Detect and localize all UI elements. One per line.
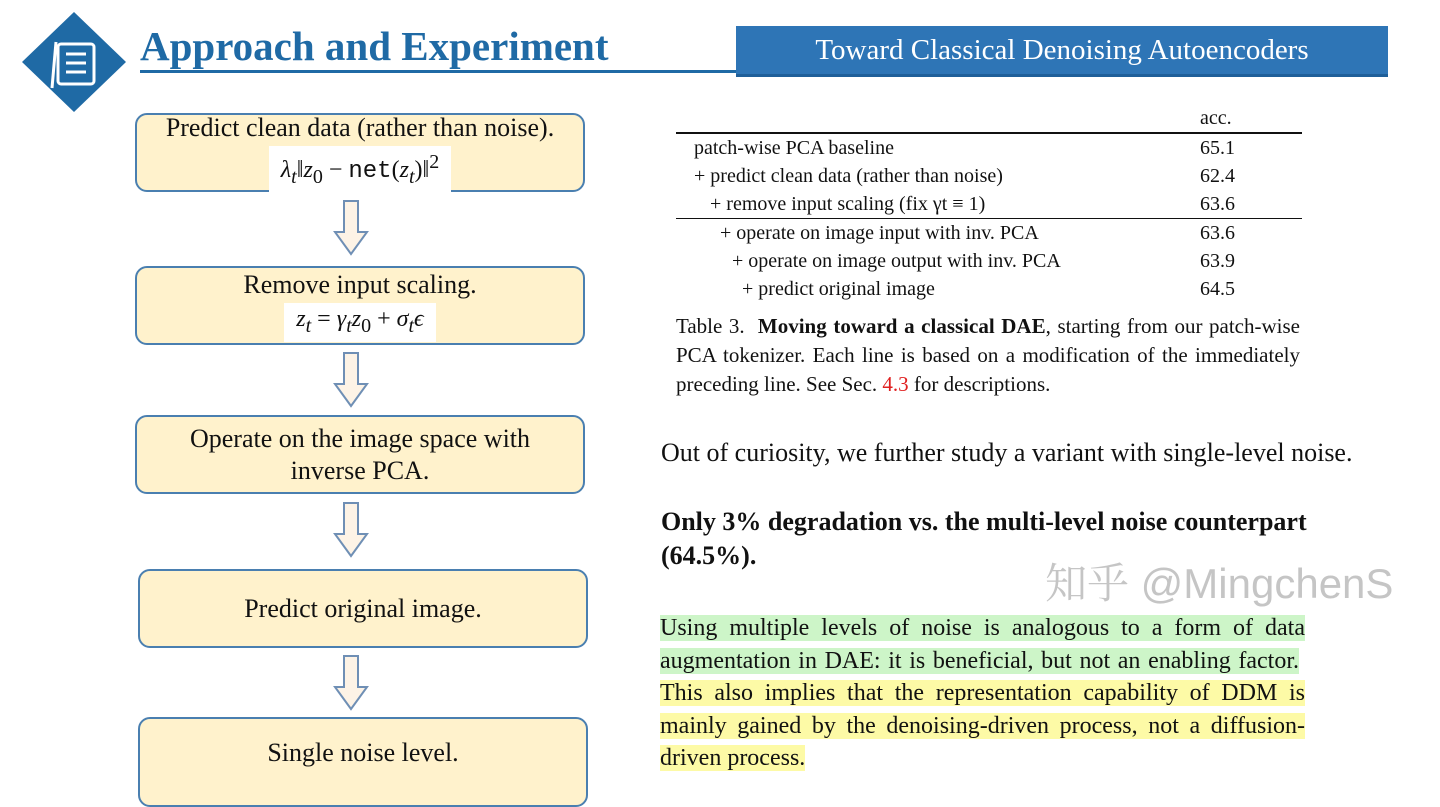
flow-step-4 bbox=[138, 569, 588, 648]
document-pen-icon bbox=[22, 12, 126, 112]
row-acc: 62.4 bbox=[1200, 165, 1235, 187]
title-underline bbox=[140, 70, 740, 73]
caption-bold: Moving toward a classical DAE bbox=[757, 314, 1046, 338]
flow-step-2 bbox=[135, 266, 585, 345]
section-banner: Toward Classical Denoising Autoencoders bbox=[736, 26, 1388, 77]
caption-end: for descriptions. bbox=[908, 372, 1051, 396]
flow-step-label: Remove input scaling. bbox=[243, 270, 477, 300]
flow-step-equation: $\lambda_t‖z_0$ − $net(z_t)‖^2$ bbox=[269, 146, 451, 193]
row-label: + operate on image output with inv. PCA bbox=[732, 250, 1061, 272]
degradation-statement: Only 3% degradation vs. the multi-level noise counterpart (64.5%). bbox=[661, 507, 1307, 570]
page-title: Approach and Experiment bbox=[140, 23, 609, 69]
curiosity-text: Out of curiosity, we further study a variant with single-level noise. bbox=[661, 438, 1353, 467]
flow-step-label: Single noise level. bbox=[267, 738, 459, 767]
row-acc: 63.9 bbox=[1200, 250, 1235, 272]
caption-text: , starting from our patch-wise PCA tokenizer. Each line is based on a modification of the immediately preceding line. See Sec. bbox=[676, 314, 1300, 396]
flow-step-label: Operate on the image space with inverse PCA. bbox=[189, 423, 531, 485]
green-highlight: Using multiple levels of noise is analogous to a form of data augmentation in DAE: it is beneficial, but not an enabling factor. bbox=[660, 615, 1305, 674]
table-row bbox=[676, 247, 1302, 275]
flow-step-3 bbox=[135, 415, 585, 494]
watermark: 知乎 @MingchenS bbox=[1045, 560, 1394, 607]
down-arrow-icon bbox=[333, 502, 369, 558]
table-caption bbox=[676, 312, 1300, 399]
row-label: patch-wise PCA baseline bbox=[694, 137, 894, 159]
flow-step-label: Predict original image. bbox=[244, 593, 482, 623]
table-row bbox=[676, 219, 1302, 247]
flow-step-1 bbox=[135, 113, 585, 192]
caption-prefix: Table 3. bbox=[676, 314, 745, 338]
down-arrow-icon bbox=[333, 200, 369, 256]
flow-step-label: Predict clean data (rather than noise). bbox=[165, 113, 555, 143]
table-row bbox=[676, 162, 1302, 190]
row-acc: 63.6 bbox=[1200, 222, 1235, 244]
table-row bbox=[676, 275, 1302, 303]
table-header bbox=[676, 104, 1302, 134]
results-table bbox=[676, 104, 1302, 303]
row-label: + operate on image input with inv. PCA bbox=[720, 222, 1039, 244]
table-row bbox=[676, 190, 1302, 219]
row-acc: 65.1 bbox=[1200, 137, 1235, 159]
row-label: + predict original image bbox=[742, 278, 935, 300]
row-acc: 64.5 bbox=[1200, 278, 1235, 300]
down-arrow-icon bbox=[333, 655, 369, 711]
row-label: + remove input scaling (fix γt ≡ 1) bbox=[710, 193, 986, 215]
column-header-acc: acc. bbox=[1200, 107, 1232, 129]
down-arrow-icon bbox=[333, 352, 369, 408]
row-label: + predict clean data (rather than noise) bbox=[694, 165, 1003, 187]
table-row bbox=[676, 134, 1302, 162]
flow-step-5 bbox=[138, 717, 588, 807]
section-reference-link[interactable]: 4.3 bbox=[882, 372, 909, 396]
row-acc: 63.6 bbox=[1200, 193, 1235, 215]
highlighted-paragraph bbox=[660, 612, 1305, 775]
flow-step-equation: $z_t = \gamma_tz_0 + \sigma_t\epsilon$ bbox=[284, 303, 435, 342]
yellow-highlight: This also implies that the representation capability of DDM is mainly gained by the denoising-driven process, not a diffusion-driven process. bbox=[660, 680, 1305, 771]
